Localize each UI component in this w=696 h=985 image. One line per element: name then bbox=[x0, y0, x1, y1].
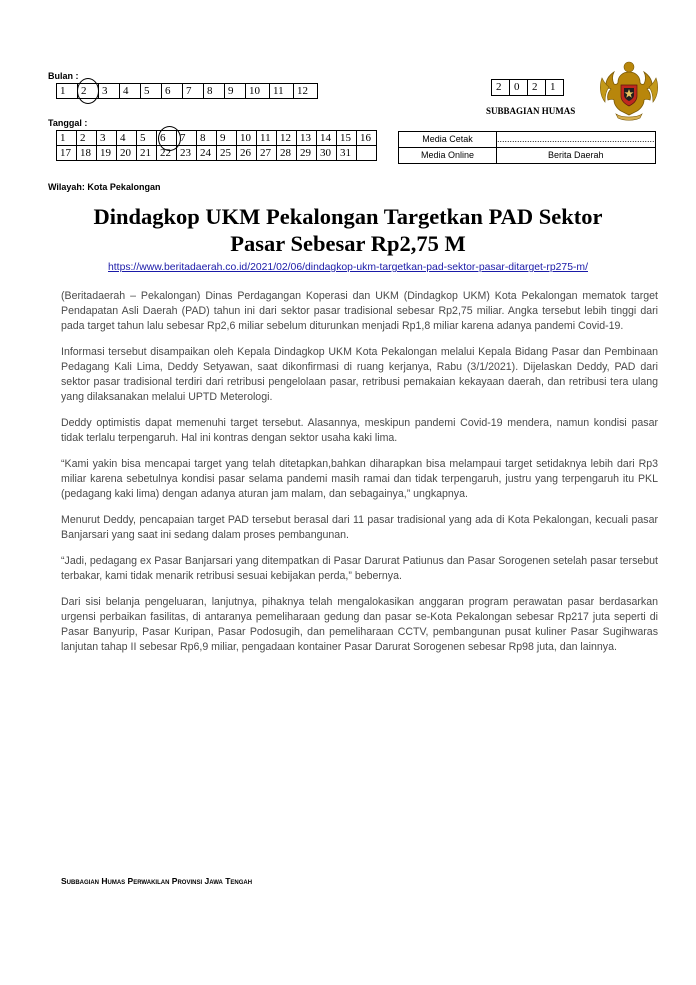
tanggal-cell: 17 bbox=[57, 146, 77, 161]
bulan-cell: 4 bbox=[120, 84, 141, 99]
tanggal-cell bbox=[357, 146, 377, 161]
bulan-cell: 11 bbox=[270, 84, 294, 99]
tanggal-cell-selected: 6 bbox=[157, 131, 177, 146]
source-link[interactable]: https://www.beritadaerah.co.id/2021/02/06/dindagkop-ukm-targetkan-pad-sektor-pasar-ditarget-rp275-m/ bbox=[108, 262, 588, 273]
tanggal-cell: 2 bbox=[77, 131, 97, 146]
bulan-label: Bulan : bbox=[48, 71, 79, 81]
bulan-cell: 6 bbox=[162, 84, 183, 99]
tanggal-cell: 11 bbox=[257, 131, 277, 146]
bulan-cell: 1 bbox=[57, 84, 78, 99]
tanggal-cell: 3 bbox=[97, 131, 117, 146]
tanggal-cell: 20 bbox=[117, 146, 137, 161]
year-digit: 2 bbox=[492, 80, 510, 96]
tanggal-cell: 9 bbox=[217, 131, 237, 146]
article-paragraph: “Kami yakin bisa mencapai target yang telah ditetapkan,bahkan diharapkan bisa melampaui target setidaknya lebih dari Rp3 miliar karena sebetulnya kondisi pasar selama pandemi masih ramai dan tidak terpengaruh, justru yang terpengaruh itu PKL (pedagang kaki lima) dengan adanya aturan jam malam, dan sebagainya,” ungkapnya. bbox=[61, 458, 658, 500]
tanggal-cell: 31 bbox=[337, 146, 357, 161]
footer-org: Subbagian Humas Perwakilan Provinsi Jawa Tengah bbox=[61, 876, 253, 886]
article-paragraph: Menurut Deddy, pencapaian target PAD tersebut berasal dari 11 pasar tradisional yang ada di Kota Pekalongan, kecuali pasar Banjarsari yang saat ini sedang dalam proses pembangunan. bbox=[61, 514, 658, 541]
tanggal-cell: 27 bbox=[257, 146, 277, 161]
bulan-selection-circle bbox=[77, 78, 99, 104]
tanggal-cell: 18 bbox=[77, 146, 97, 161]
bulan-cell: 10 bbox=[246, 84, 270, 99]
tanggal-cell: 29 bbox=[297, 146, 317, 161]
tanggal-selection-circle bbox=[158, 126, 181, 151]
tanggal-cell: 21 bbox=[137, 146, 157, 161]
bulan-cell: 5 bbox=[141, 84, 162, 99]
tanggal-cell: 5 bbox=[137, 131, 157, 146]
tanggal-cell: 8 bbox=[197, 131, 217, 146]
subbagian-humas-label: SUBBAGIAN HUMAS bbox=[486, 106, 576, 116]
article-paragraph: “Jadi, pedagang ex Pasar Banjarsari yang ditempatkan di Pasar Darurat Patiunus dan Pasar Sorogenen setelah pasar tersebut terbakar, kami tidak menarik retribusi sesuai kebijakan perda,” bebernya. bbox=[61, 555, 658, 582]
media-online-value: Berita Daerah bbox=[497, 148, 656, 164]
year-digit: 2 bbox=[528, 80, 546, 96]
wilayah-label: Wilayah: Kota Pekalongan bbox=[48, 182, 161, 192]
article-title bbox=[40, 203, 656, 257]
bulan-cell: 12 bbox=[294, 84, 318, 99]
bulan-cell: 8 bbox=[204, 84, 225, 99]
garuda-emblem-icon bbox=[596, 58, 662, 122]
tanggal-cell: 13 bbox=[297, 131, 317, 146]
tanggal-cell: 1 bbox=[57, 131, 77, 146]
article-body bbox=[61, 289, 658, 666]
article-paragraph: Dari sisi belanja pengeluaran, lanjutnya, pihaknya telah mengalokasikan anggaran program perawatan pasar berdasarkan urgensi perbaikan fasilitas, di antaranya pemeliharaan gedung dan pasar se-Kota Pekalongan sebesar Rp217 juta seperti di Pasar Banyurip, Pasar Kuripan, Pasar Podosugih, dan pemeliharaan CCTV, pembangunan pusat kuliner Pasar Sugihwaras lanjutan tahap II sebesar Rp6,9 miliar, pengadaan kontainer Pasar Darurat Sorogenen sebesar Rp98 juta, dan lainnya. bbox=[61, 596, 658, 653]
article-paragraph: Deddy optimistis dapat memenuhi target tersebut. Alasannya, meskipun pandemi Covid-19 mendera, namun kondisi pasar tidak terlalu terpengaruh. Hal ini kontras dengan sektor usaha kaki lima. bbox=[61, 417, 658, 444]
tanggal-cell: 26 bbox=[237, 146, 257, 161]
tanggal-cell: 24 bbox=[197, 146, 217, 161]
tanggal-cell: 22 bbox=[157, 146, 177, 161]
media-table bbox=[398, 131, 656, 164]
article-paragraph: (Beritadaerah – Pekalongan) Dinas Perdagangan Koperasi dan UKM (Dindagkop UKM) Kota Pekalongan mematok target Pendapatan Asli Daerah (PAD) tahun ini dari sektor pasar tradisional sebesar Rp2,75 miliar. Angka tersebut lebih tinggi dari pada target tahun lalu sebesar Rp2,6 miliar sebelum diturunkan menjadi Rp1,8 miliar karena adanya pandemi Covid-19. bbox=[61, 290, 658, 332]
tanggal-cell: 14 bbox=[317, 131, 337, 146]
tanggal-label: Tanggal : bbox=[48, 118, 88, 128]
media-cetak-label: Media Cetak bbox=[399, 132, 497, 148]
tanggal-cell: 7 bbox=[177, 131, 197, 146]
tanggal-cell: 23 bbox=[177, 146, 197, 161]
tanggal-cell: 15 bbox=[337, 131, 357, 146]
tanggal-cell: 30 bbox=[317, 146, 337, 161]
tanggal-cell: 10 bbox=[237, 131, 257, 146]
tanggal-cell: 25 bbox=[217, 146, 237, 161]
bulan-cell: 9 bbox=[225, 84, 246, 99]
tanggal-cell: 12 bbox=[277, 131, 297, 146]
media-cetak-value: ............................................................... bbox=[497, 132, 656, 148]
article-title-line2: Pasar Sebesar Rp2,75 M bbox=[230, 231, 466, 256]
media-online-label: Media Online bbox=[399, 148, 497, 164]
year-digit: 1 bbox=[546, 80, 564, 96]
year-table bbox=[491, 79, 564, 96]
bulan-cell-selected: 2 bbox=[78, 84, 99, 99]
article-title-line1: Dindagkop UKM Pekalongan Targetkan PAD Sektor bbox=[93, 204, 603, 229]
tanggal-cell: 4 bbox=[117, 131, 137, 146]
tanggal-cell: 28 bbox=[277, 146, 297, 161]
tanggal-cell: 16 bbox=[357, 131, 377, 146]
tanggal-cell: 19 bbox=[97, 146, 117, 161]
bulan-cell: 7 bbox=[183, 84, 204, 99]
article-paragraph: Informasi tersebut disampaikan oleh Kepala Dindagkop UKM Kota Pekalongan melalui Kepala Bidang Pasar dan Pembinaan Pedagang Kali Lima, Deddy Setyawan, saat dikonfirmasi di ruang kerjanya, Rabu (3/1/2021). Dijelaskan Deddy, PAD dari sektor pasar tradisional terdiri dari retribusi pengelolaan pasar, retribusi pemakaian kekayaan daerah, dan retribusi tera ulang yang dilaksanakan melalui UPTD Meterologi. bbox=[61, 346, 658, 403]
tanggal-table bbox=[56, 130, 377, 161]
bulan-cell: 3 bbox=[99, 84, 120, 99]
year-digit: 0 bbox=[510, 80, 528, 96]
